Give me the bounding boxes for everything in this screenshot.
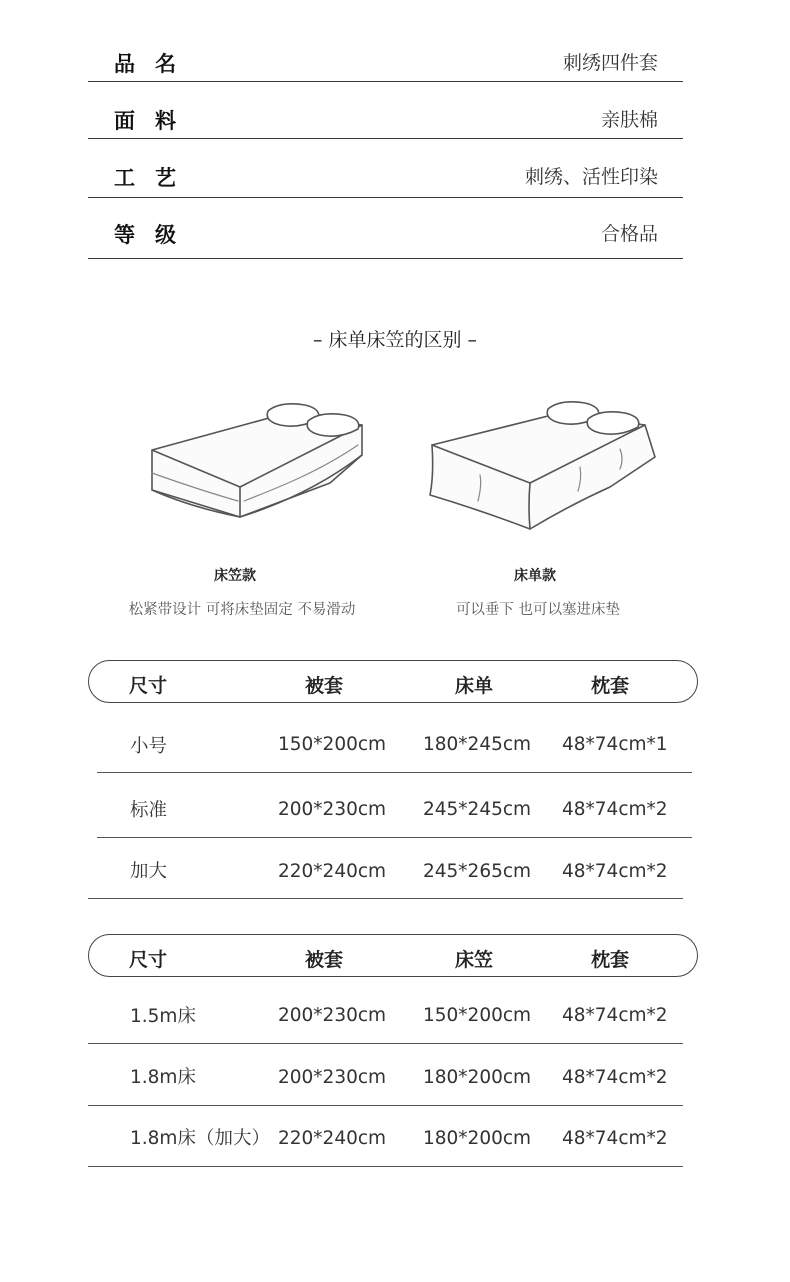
spec-label: 工艺 [114, 166, 196, 190]
table2-cell: 1.5m床 [130, 1006, 196, 1027]
table1-cell: 150*200cm [278, 734, 387, 755]
spec-row-grade [88, 197, 683, 259]
table1-cell: 180*245cm [423, 734, 532, 755]
table2-header-duvet: 被套 [305, 949, 344, 971]
table2-cell: 200*230cm [278, 1005, 387, 1026]
fitted-sheet-illustration [140, 395, 370, 525]
table1-cell: 48*74cm*2 [562, 799, 668, 820]
spec-value: 刺绣四件套 [562, 52, 658, 74]
spec-row-craft [88, 138, 683, 198]
table2-cell: 200*230cm [278, 1067, 387, 1088]
table1-row-divider [97, 772, 692, 773]
table2-row-divider [88, 1166, 683, 1167]
table1-cell: 48*74cm*2 [562, 861, 668, 882]
table2-cell: 1.8m床 [130, 1067, 196, 1088]
table2-cell: 180*200cm [423, 1067, 532, 1088]
fitted-sheet-desc: 松紧带设计 可将床垫固定 不易滑动 [128, 602, 356, 618]
table1-row-divider [88, 898, 683, 899]
spec-label: 面料 [114, 109, 196, 133]
table2-cell: 48*74cm*2 [562, 1128, 668, 1149]
table1-header-sheet: 床单 [455, 675, 494, 697]
table2-cell: 48*74cm*2 [562, 1005, 668, 1026]
table1-cell: 加大 [130, 861, 168, 882]
spec-value: 刺绣、活性印染 [524, 166, 658, 188]
table1-row-divider [97, 837, 692, 838]
table2-cell: 150*200cm [423, 1005, 532, 1026]
section-title: – 床单床笠的区别 – [312, 329, 478, 351]
table1-cell: 小号 [130, 736, 168, 757]
table2-cell: 220*240cm [278, 1128, 387, 1149]
spec-label: 等级 [114, 223, 196, 247]
spec-value: 合格品 [600, 223, 658, 245]
spec-value: 亲肤棉 [600, 109, 658, 131]
table1-header [88, 660, 698, 703]
table1-cell: 48*74cm*1 [562, 734, 668, 755]
spec-label: 品名 [114, 52, 196, 76]
table1-cell: 245*245cm [423, 799, 532, 820]
table2-header-fitted: 床笠 [455, 949, 494, 971]
table1-cell: 245*265cm [423, 861, 532, 882]
table2-cell: 48*74cm*2 [562, 1067, 668, 1088]
table1-header-duvet: 被套 [305, 675, 344, 697]
spec-row-fabric [88, 81, 683, 139]
table2-header [88, 934, 698, 977]
table2-cell: 180*200cm [423, 1128, 532, 1149]
table1-cell: 200*230cm [278, 799, 387, 820]
table1-header-pillowcase: 枕套 [591, 675, 630, 697]
table2-row-divider [88, 1043, 683, 1044]
table2-header-pillowcase: 枕套 [591, 949, 630, 971]
table2-cell: 1.8m床（加大） [130, 1128, 270, 1149]
table2-header-size: 尺寸 [129, 949, 168, 971]
table1-cell: 220*240cm [278, 861, 387, 882]
spec-row-name [88, 40, 683, 82]
flat-sheet-desc: 可以垂下 也可以塞进床垫 [455, 602, 621, 618]
fitted-sheet-name: 床笠款 [214, 568, 256, 584]
table2-row-divider [88, 1105, 683, 1106]
flat-sheet-illustration [420, 395, 660, 535]
table1-header-size: 尺寸 [129, 675, 168, 697]
table1-cell: 标准 [130, 800, 168, 821]
flat-sheet-name: 床单款 [514, 568, 556, 584]
